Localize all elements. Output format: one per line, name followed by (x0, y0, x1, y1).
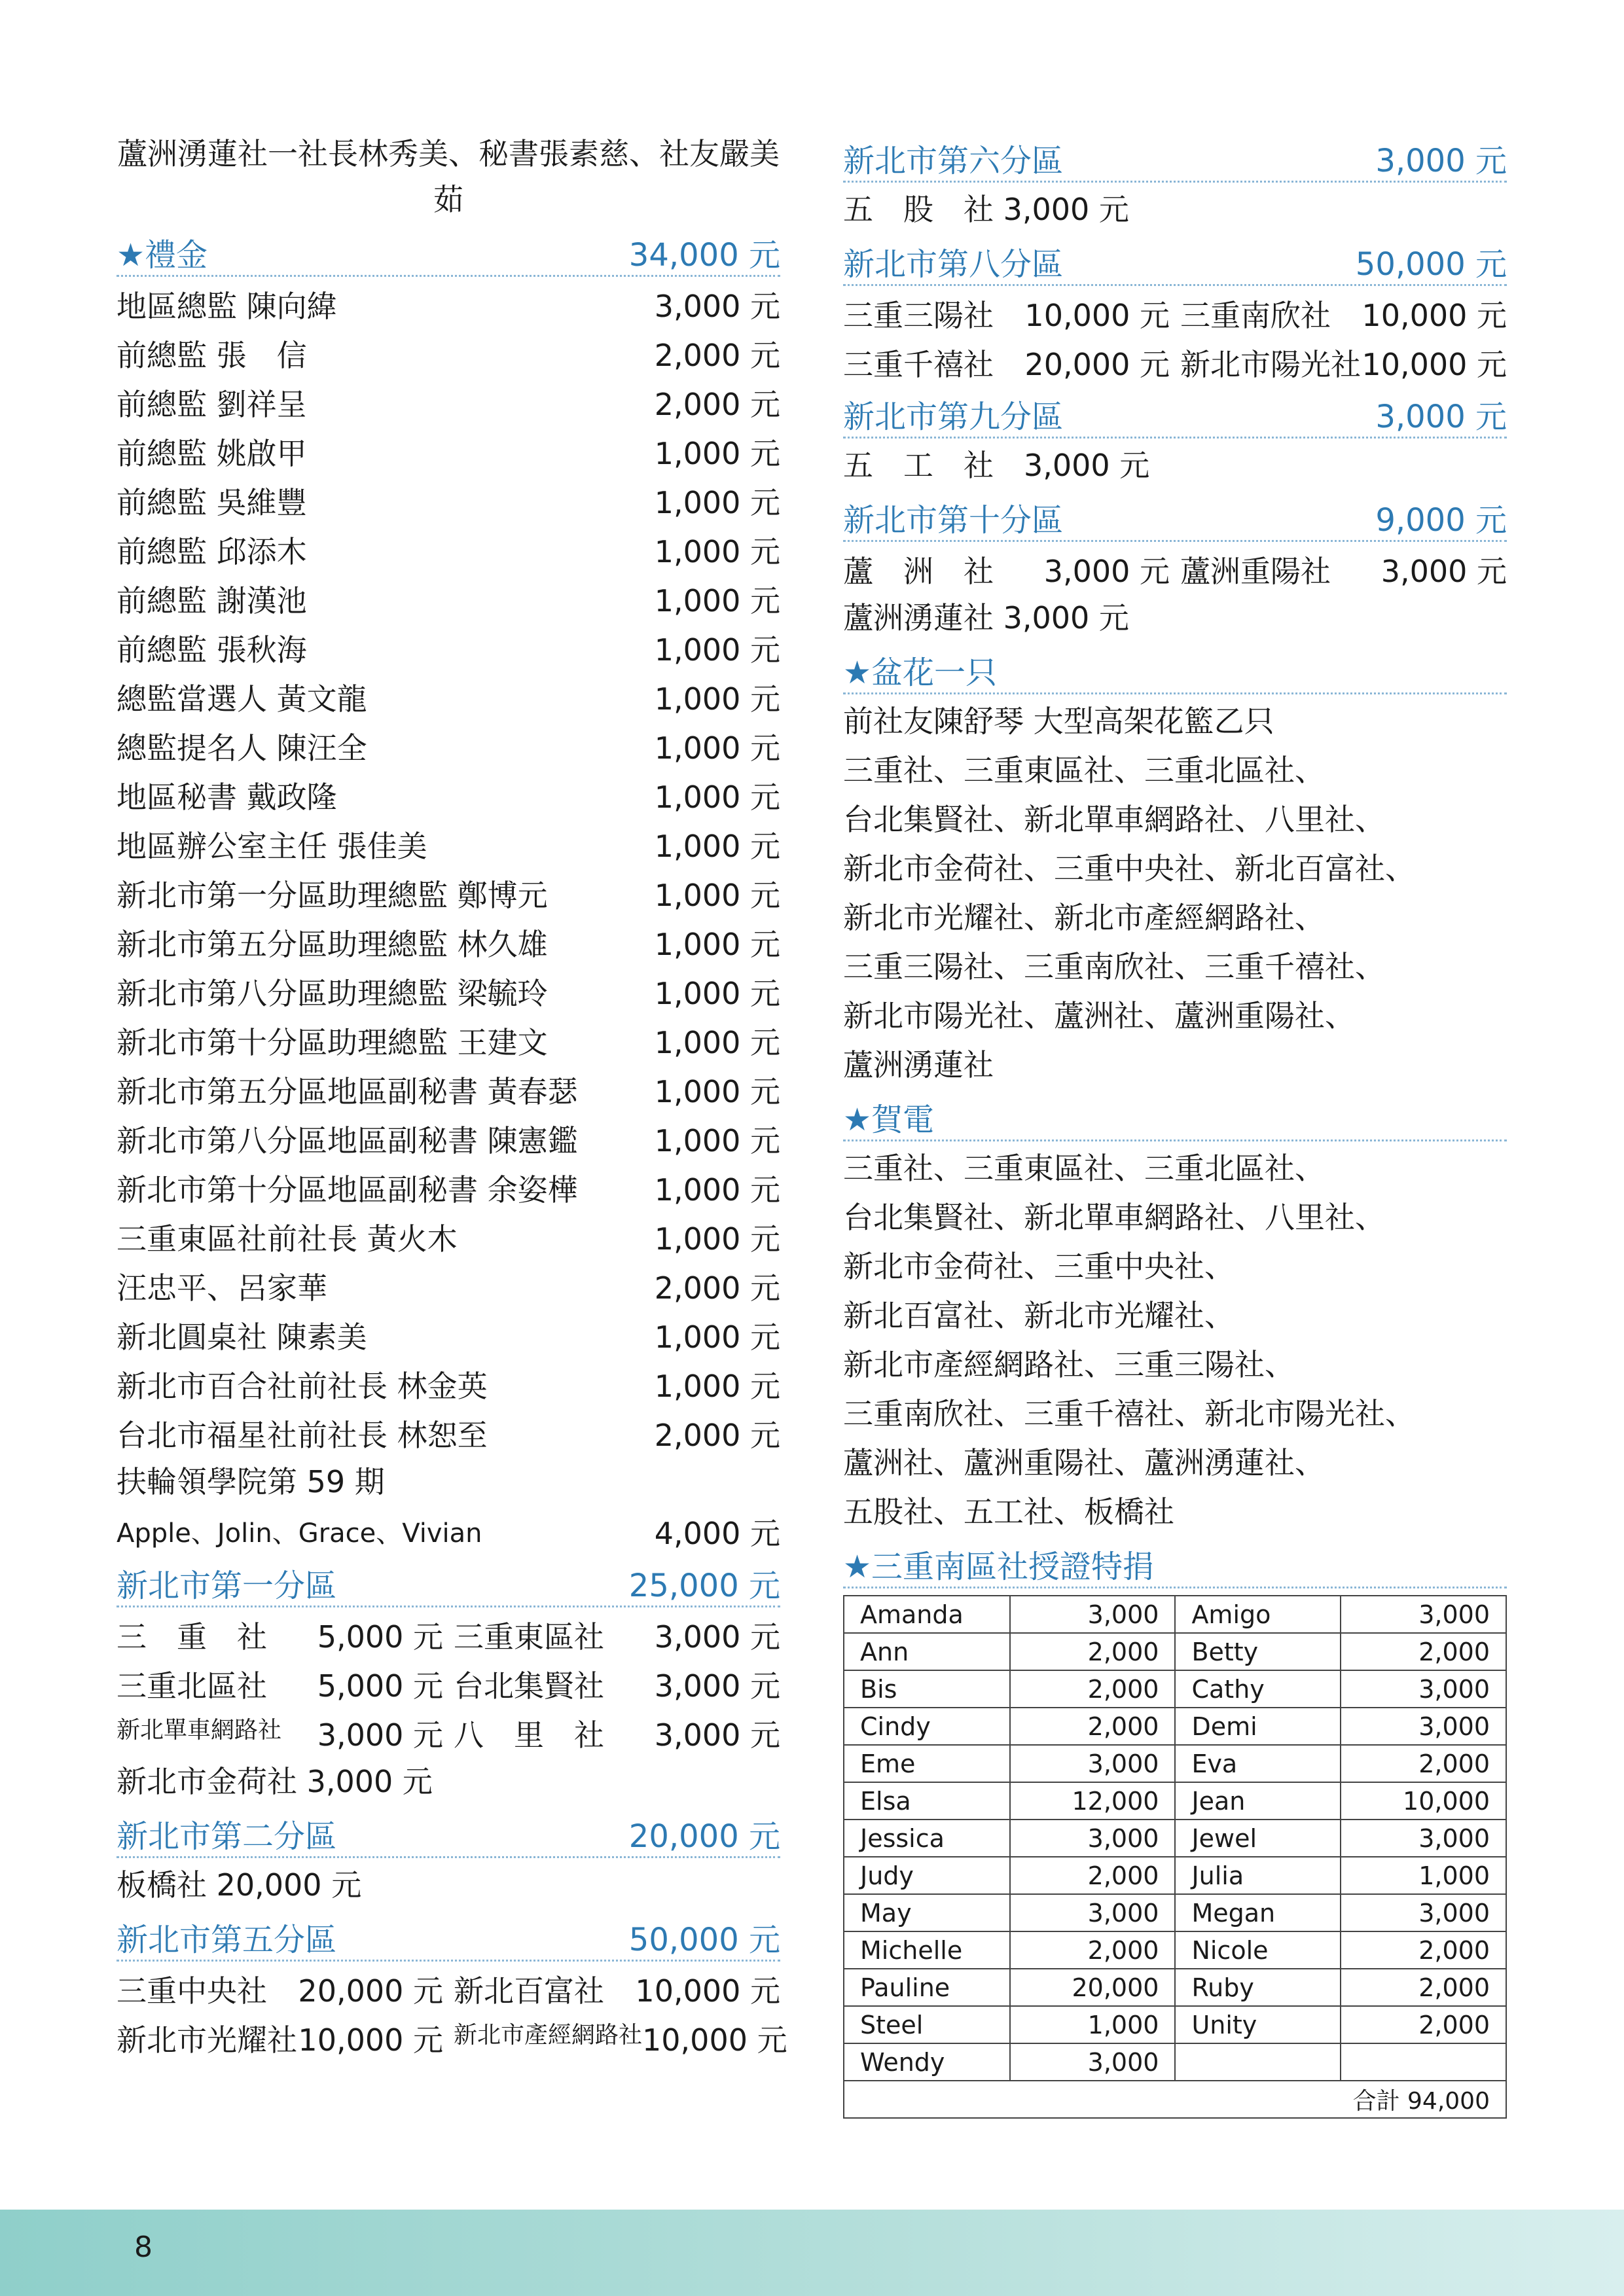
donor-name: Betty (1175, 1633, 1341, 1670)
club-name: 台北集賢社 (454, 1668, 604, 1704)
div6-title: 新北市第六分區 (843, 143, 1064, 179)
club-pair-row (117, 1659, 780, 1708)
club-pair-row (843, 545, 1507, 594)
gift-name: 地區辦公室主任 張佳美 (117, 828, 427, 864)
gift-row (117, 1163, 780, 1212)
div1-total: 25,000 元 (628, 1568, 780, 1604)
flower-title: ★盆花一只 (843, 655, 998, 691)
club-amount: 10,000 元 (642, 2022, 787, 2058)
club-amount: 3,000 元 (317, 1717, 443, 1753)
donor-name: Eva (1175, 1745, 1341, 1782)
club-amount: 3,000 元 (1043, 553, 1170, 589)
club-cell (117, 1712, 448, 1755)
donor-amount: 2,000 (1010, 1708, 1176, 1745)
donor-row (844, 1670, 1506, 1708)
gift-amount: 1,000 元 (654, 877, 780, 913)
donor-amount: 2,000 (1010, 1857, 1176, 1894)
gift-name: 總監當選人 黃文龍 (117, 681, 367, 717)
gift-row (117, 427, 780, 476)
gift-name: 台北市福星社前社長 林恕至 (117, 1417, 488, 1453)
club-amount: 10,000 元 (635, 1973, 780, 2009)
donor-name: Nicole (1175, 1931, 1341, 1969)
div1-rows (117, 1610, 780, 1757)
club-cell (448, 1967, 780, 2011)
gift-name: 新北圓桌社 陳素美 (117, 1319, 367, 1355)
club-amount: 3,000 元 (1380, 553, 1507, 589)
gift-row (117, 770, 780, 819)
gift-name: 前總監 姚啟甲 (117, 435, 307, 471)
donor-name: Cathy (1175, 1670, 1341, 1708)
gift-row (117, 1065, 780, 1114)
donor-amount: 3,000 (1341, 1894, 1506, 1931)
club-name: 三重東區社 (454, 1619, 604, 1655)
flower-line: 新北市光耀社、新北市產經網路社、 (843, 900, 1325, 935)
club-name: 新北市陽光社 (1180, 346, 1361, 382)
gift-name: 新北市第一分區助理總監 鄭博元 (117, 877, 548, 913)
gift-name: 新北市第八分區地區副秘書 陳憲鑑 (117, 1122, 578, 1158)
div1-heading (117, 1556, 780, 1607)
donor-name: Eme (844, 1745, 1010, 1782)
gift-row (117, 1114, 780, 1163)
gift-row (117, 476, 780, 525)
div6-heading (843, 131, 1507, 183)
telegram-line: 新北市金荷社、三重中央社、 (843, 1249, 1235, 1284)
div9-heading (843, 387, 1507, 439)
club-cell (448, 2017, 787, 2060)
flower-line: 新北市陽光社、蘆洲社、蘆洲重陽社、 (843, 998, 1355, 1033)
donor-amount: 3,000 (1341, 1670, 1506, 1708)
right-column (843, 131, 1507, 2119)
flower-line: 前社友陳舒琴 大型高架花籃乙只 (843, 704, 1274, 739)
donor-amount: 10,000 (1341, 1782, 1506, 1820)
donor-amount: 2,000 (1341, 2006, 1506, 2043)
donor-amount: 3,000 (1341, 1820, 1506, 1857)
special-total: 合計 94,000 (844, 2081, 1506, 2118)
donor-row (844, 1745, 1506, 1782)
club-pair-row (117, 2013, 787, 2062)
gift-amount: 1,000 元 (654, 632, 780, 668)
donor-amount: 1,000 (1341, 1857, 1506, 1894)
div8-heading (843, 234, 1507, 286)
gift-name: 新北市百合社前社長 林金英 (117, 1368, 488, 1404)
gift-row (117, 623, 780, 672)
club-name: 蘆洲重陽社 (1180, 553, 1331, 589)
donor-amount: 12,000 (1010, 1782, 1176, 1820)
donor-row (844, 1633, 1506, 1670)
gift-name: 前總監 吳維豐 (117, 484, 307, 520)
gift-amount: 1,000 元 (654, 681, 780, 717)
gift-row (117, 672, 780, 721)
academy-names: Apple、Jolin、Grace、Vivian (117, 1518, 482, 1549)
gift-amount: 2,000 元 (654, 1417, 780, 1453)
div9-line: 五 工 社 3,000 元 (843, 448, 1150, 483)
gift-amount: 1,000 元 (654, 1073, 780, 1109)
div8-total: 50,000 元 (1355, 246, 1507, 283)
donor-name: Steel (844, 2006, 1010, 2043)
gift-row (117, 574, 780, 623)
club-cell (843, 341, 1175, 384)
club-cell (117, 1662, 448, 1706)
club-pair-row (843, 338, 1507, 387)
donor-amount: 2,000 (1010, 1931, 1176, 1969)
donor-name: Julia (1175, 1857, 1341, 1894)
gift-amount: 1,000 元 (654, 1172, 780, 1208)
div9-title: 新北市第九分區 (843, 399, 1064, 435)
donor-name (1175, 2043, 1341, 2081)
gift-row (117, 918, 780, 967)
gift-row (117, 525, 780, 574)
div2-total: 20,000 元 (628, 1818, 780, 1855)
club-amount: 10,000 元 (298, 2022, 443, 2058)
flower-line: 台北集賢社、新北單車網路社、八里社、 (843, 802, 1385, 837)
gift-row (117, 721, 780, 770)
telegram-heading (843, 1090, 1507, 1141)
telegram-line: 新北百富社、新北市光耀社、 (843, 1298, 1235, 1333)
div10-rows (843, 545, 1507, 594)
academy-row (117, 1507, 780, 1556)
div9-total: 3,000 元 (1375, 399, 1507, 435)
academy-label: 扶輪領學院第 59 期 (117, 1464, 385, 1499)
donor-amount: 3,000 (1010, 2043, 1176, 2081)
donor-row (844, 1894, 1506, 1931)
donor-row (844, 1596, 1506, 1633)
club-cell (1175, 548, 1507, 591)
telegram-line: 三重社、三重東區社、三重北區社、 (843, 1151, 1325, 1186)
flower-line: 三重三陽社、三重南欣社、三重千禧社、 (843, 949, 1385, 984)
club-cell (1175, 341, 1507, 384)
div8-title: 新北市第八分區 (843, 246, 1064, 283)
club-name: 新北市光耀社 (117, 2022, 297, 2058)
telegram-line: 三重南欣社、三重千禧社、新北市陽光社、 (843, 1396, 1415, 1431)
donor-row (844, 1857, 1506, 1894)
gift-amount: 2,000 元 (654, 386, 780, 422)
gift-amount: 1,000 元 (654, 730, 780, 766)
gift-title: ★禮金 (117, 237, 208, 274)
donor-name: Ruby (1175, 1969, 1341, 2006)
donor-row (844, 1782, 1506, 1820)
donor-name: Ann (844, 1633, 1010, 1670)
div10-total: 9,000 元 (1375, 502, 1507, 539)
donor-amount: 3,000 (1341, 1708, 1506, 1745)
donor-name: Judy (844, 1857, 1010, 1894)
gift-name: 地區秘書 戴政隆 (117, 779, 337, 815)
gift-amount: 1,000 元 (654, 435, 780, 471)
donor-name: Jewel (1175, 1820, 1341, 1857)
special-title: ★三重南區社授證特捐 (843, 1549, 1155, 1585)
gift-name: 新北市第十分區助理總監 王建文 (117, 1024, 548, 1060)
club-cell (117, 1613, 448, 1657)
club-cell (843, 292, 1175, 335)
div2-title: 新北市第二分區 (117, 1818, 337, 1855)
telegram-line: 五股社、五工社、板橋社 (843, 1494, 1174, 1530)
gift-name: 新北市第五分區地區副秘書 黃春瑟 (117, 1073, 578, 1109)
gift-row (117, 279, 780, 329)
donor-amount: 2,000 (1010, 1633, 1176, 1670)
club-cell (448, 1613, 780, 1657)
club-name: 新北單車網路社 (117, 1716, 282, 1744)
donor-amount: 2,000 (1341, 1969, 1506, 2006)
donor-amount: 1,000 (1010, 2006, 1176, 2043)
gift-row (117, 378, 780, 427)
gift-name: 前總監 張秋海 (117, 632, 307, 668)
donor-name: Jean (1175, 1782, 1341, 1820)
gift-amount: 2,000 元 (654, 337, 780, 373)
div5-total: 50,000 元 (628, 1922, 780, 1958)
gift-name: 新北市第五分區助理總監 林久雄 (117, 926, 548, 962)
donor-name: Jessica (844, 1820, 1010, 1857)
gift-amount: 1,000 元 (654, 828, 780, 864)
gift-name: 三重東區社前社長 黃火木 (117, 1221, 458, 1257)
club-amount: 3,000 元 (654, 1717, 780, 1753)
club-name: 三重北區社 (117, 1668, 267, 1704)
special-total-row (844, 2081, 1506, 2118)
gift-name: 新北市第八分區助理總監 梁毓玲 (117, 975, 548, 1011)
gift-row (117, 819, 780, 869)
gift-name: 新北市第十分區地區副秘書 余姿樺 (117, 1172, 578, 1208)
club-cell (843, 548, 1175, 591)
gift-amount: 1,000 元 (654, 1368, 780, 1404)
club-cell (448, 1712, 780, 1755)
div2-line: 板橋社 20,000 元 (117, 1867, 362, 1903)
gift-row (117, 1212, 780, 1261)
club-cell (448, 1662, 780, 1706)
donor-row (844, 1820, 1506, 1857)
donor-name: Demi (1175, 1708, 1341, 1745)
club-name: 三 重 社 (117, 1619, 267, 1655)
gift-name: 前總監 張 信 (117, 337, 307, 373)
club-amount: 3,000 元 (654, 1668, 780, 1704)
div6-total: 3,000 元 (1375, 143, 1507, 179)
club-amount: 20,000 元 (1024, 346, 1170, 382)
donor-amount (1341, 2043, 1506, 2081)
gift-amount: 1,000 元 (654, 926, 780, 962)
club-name: 三重中央社 (117, 1973, 267, 2009)
club-amount: 5,000 元 (317, 1619, 443, 1655)
club-name: 新北市產經網路社 (454, 2021, 643, 2049)
gift-name: 地區總監 陳向緯 (117, 288, 337, 324)
club-pair-row (843, 289, 1507, 338)
flower-heading (843, 643, 1507, 694)
donor-amount: 2,000 (1341, 1633, 1506, 1670)
donor-amount: 3,000 (1010, 1820, 1176, 1857)
donor-name: Unity (1175, 2006, 1341, 2043)
donor-amount: 2,000 (1341, 1931, 1506, 1969)
gift-amount: 3,000 元 (654, 288, 780, 324)
gift-amount: 1,000 元 (654, 484, 780, 520)
club-name: 三重千禧社 (843, 346, 994, 382)
telegram-line: 新北市產經網路社、三重三陽社、 (843, 1347, 1295, 1382)
gift-name: 前總監 邱添木 (117, 533, 307, 569)
donor-row (844, 1969, 1506, 2006)
div8-rows (843, 289, 1507, 387)
gift-amount: 1,000 元 (654, 1122, 780, 1158)
gift-amount: 1,000 元 (654, 533, 780, 569)
footer-band (0, 2210, 1624, 2296)
donor-name: Michelle (844, 1931, 1010, 1969)
gift-row (117, 869, 780, 918)
donor-row (844, 1708, 1506, 1745)
donor-amount: 2,000 (1010, 1670, 1176, 1708)
gift-amount: 1,000 元 (654, 1319, 780, 1355)
flower-lines (843, 697, 1507, 1090)
donor-name: Wendy (844, 2043, 1010, 2081)
donor-amount: 20,000 (1010, 1969, 1176, 2006)
div10-title: 新北市第十分區 (843, 502, 1064, 539)
gift-name: 汪忠平、呂家華 (117, 1270, 327, 1306)
div6-line: 五 股 社 3,000 元 (843, 192, 1129, 227)
div5-title: 新北市第五分區 (117, 1922, 337, 1958)
donor-name: Bis (844, 1670, 1010, 1708)
telegram-lines (843, 1144, 1507, 1537)
div10-last: 蘆洲湧蓮社 3,000 元 (843, 600, 1129, 636)
academy-amount: 4,000 元 (654, 1515, 780, 1551)
club-amount: 20,000 元 (298, 1973, 443, 2009)
club-amount: 3,000 元 (654, 1619, 780, 1655)
donor-row (844, 2006, 1506, 2043)
donor-name: Elsa (844, 1782, 1010, 1820)
gift-name: 總監提名人 陳汪全 (117, 730, 367, 766)
special-donation-table (843, 1595, 1507, 2119)
club-cell (117, 1967, 448, 2011)
special-heading (843, 1537, 1507, 1588)
club-pair-row (117, 1708, 780, 1757)
club-pair-row (117, 1610, 780, 1659)
gift-row (117, 329, 780, 378)
club-name: 三重南欣社 (1180, 297, 1331, 333)
gift-row (117, 1261, 780, 1310)
gift-amount: 1,000 元 (654, 1221, 780, 1257)
club-name: 三重三陽社 (843, 297, 994, 333)
donor-amount: 3,000 (1010, 1745, 1176, 1782)
gift-row (117, 1359, 780, 1408)
donor-name: Pauline (844, 1969, 1010, 2006)
div2-heading (117, 1806, 780, 1858)
donor-name: Cindy (844, 1708, 1010, 1745)
club-name: 蘆 洲 社 (843, 553, 994, 589)
flower-line: 新北市金荷社、三重中央社、新北百富社、 (843, 851, 1415, 886)
gift-name: 前總監 劉祥呈 (117, 386, 307, 422)
div1-last: 新北市金荷社 3,000 元 (117, 1764, 433, 1799)
gift-row (117, 1310, 780, 1359)
gift-amount: 1,000 元 (654, 583, 780, 619)
club-name: 八 里 社 (454, 1717, 604, 1753)
div1-title: 新北市第一分區 (117, 1568, 337, 1604)
club-cell (117, 2017, 448, 2060)
telegram-title: ★賀電 (843, 1102, 935, 1138)
donor-amount: 3,000 (1010, 1894, 1176, 1931)
donor-name: Amigo (1175, 1596, 1341, 1633)
club-name: 新北百富社 (454, 1973, 604, 2009)
div10-heading (843, 490, 1507, 542)
club-amount: 5,000 元 (317, 1668, 443, 1704)
donor-name: May (844, 1894, 1010, 1931)
club-amount: 10,000 元 (1024, 297, 1170, 333)
club-amount: 10,000 元 (1362, 297, 1507, 333)
div5-rows (117, 1964, 787, 2062)
telegram-line: 台北集賢社、新北單車網路社、八里社、 (843, 1200, 1385, 1235)
gift-amount: 1,000 元 (654, 1024, 780, 1060)
page-number: 8 (134, 2231, 153, 2264)
gift-amount: 2,000 元 (654, 1270, 780, 1306)
donor-amount: 3,000 (1341, 1596, 1506, 1633)
donor-amount: 2,000 (1341, 1745, 1506, 1782)
donor-name: Megan (1175, 1894, 1341, 1931)
gift-row (117, 967, 780, 1016)
club-amount: 10,000 元 (1362, 346, 1507, 382)
telegram-line: 蘆洲社、蘆洲重陽社、蘆洲湧蓮社、 (843, 1445, 1325, 1480)
donor-row (844, 1931, 1506, 1969)
donor-row (844, 2043, 1506, 2081)
flower-line: 蘆洲湧蓮社 (843, 1047, 994, 1083)
flower-line: 三重社、三重東區社、三重北區社、 (843, 753, 1325, 788)
donor-amount: 3,000 (1010, 1596, 1176, 1633)
left-column (117, 131, 787, 2062)
donor-name: Amanda (844, 1596, 1010, 1633)
gift-name: 前總監 謝漢池 (117, 583, 307, 619)
gift-amount: 1,000 元 (654, 975, 780, 1011)
club-pair-row (117, 1964, 780, 2013)
gift-heading (117, 225, 780, 277)
intro-text: 蘆洲湧蓮社一社長林秀美、秘書張素慈、社友嚴美茹 (117, 136, 780, 217)
gift-row (117, 1408, 780, 1458)
club-cell (1175, 292, 1507, 335)
gift-row (117, 1016, 780, 1065)
div5-heading (117, 1910, 780, 1962)
gift-total: 34,000 元 (628, 237, 780, 274)
gift-list (117, 279, 780, 1458)
gift-amount: 1,000 元 (654, 779, 780, 815)
